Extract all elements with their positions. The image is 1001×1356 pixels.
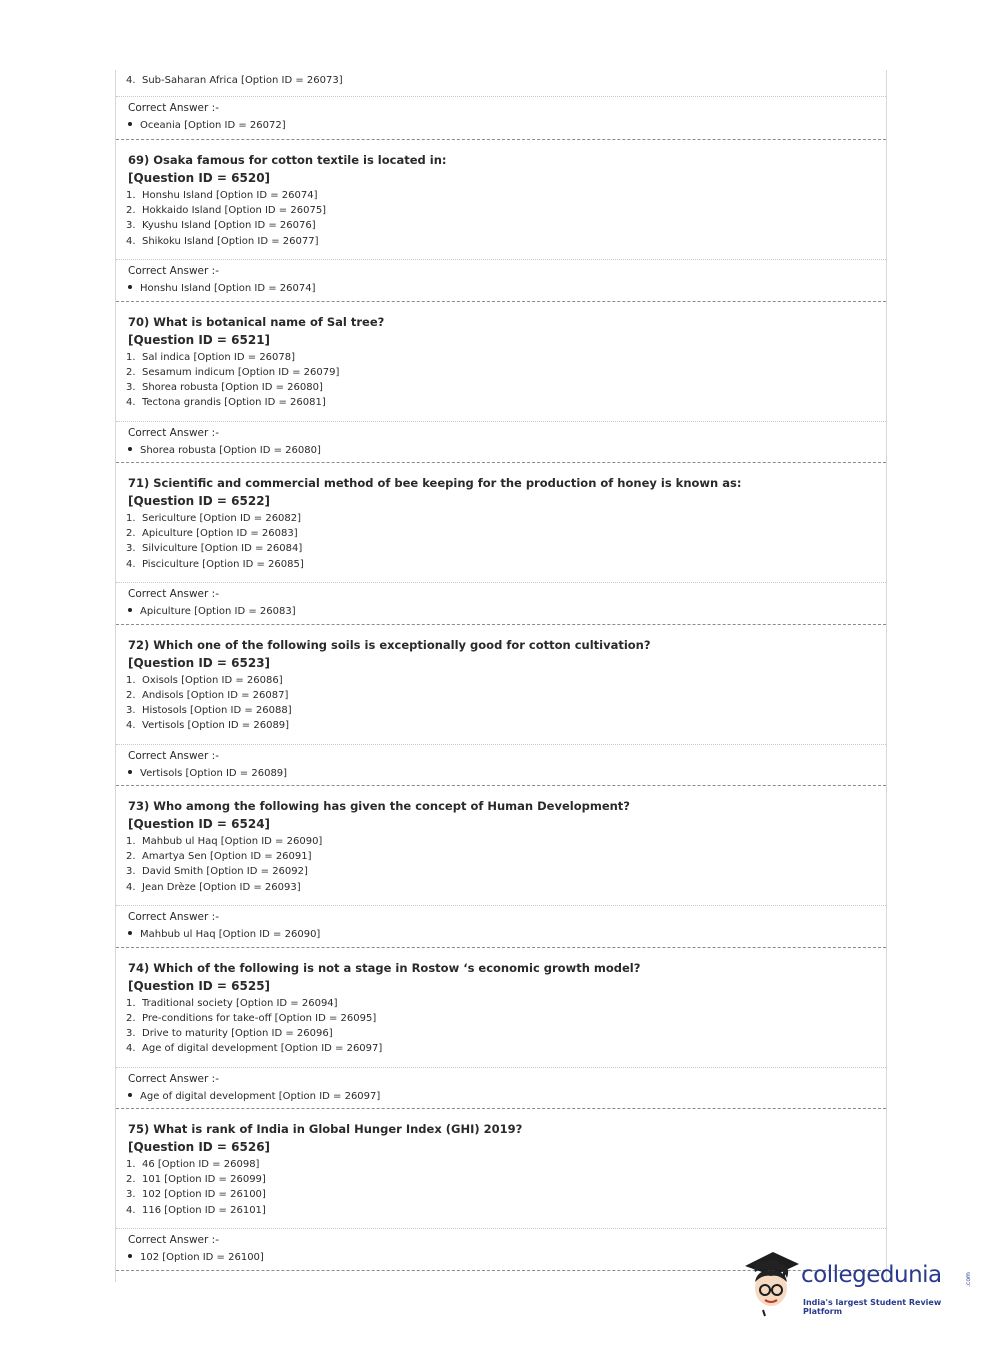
answer-option: Mahbub ul Haq [Option ID = 26090] [128,929,320,940]
question-id: [Question ID = 6522] [128,494,271,508]
option-item: 4. 116 [Option ID = 26101] [126,1204,266,1216]
option-item: 2. 101 [Option ID = 26099] [126,1174,266,1186]
options-list [116,188,886,249]
bullet-icon [128,1254,132,1258]
options-list [116,673,886,734]
option-item: 2. Pre-conditions for take-off [Option ID = 26095] [126,1012,377,1024]
option-item: 3. Kyushu Island [Option ID = 26076] [126,220,316,232]
option-item: 1. Sal indica [Option ID = 26078] [126,351,296,363]
question-text: 73) Who among the following has given the concept of Human Development? [128,799,630,813]
answer-label: Correct Answer :- [128,102,219,114]
question-block [116,301,886,463]
logo-suffix: .com [964,1272,972,1287]
option-item: 4. Tectona grandis [Option ID = 26081] [126,397,326,409]
previous-question-tail [116,70,886,96]
question-text: 70) What is botanical name of Sal tree? [128,314,385,329]
answer-label: Correct Answer :- [128,1072,219,1085]
bullet-icon [128,770,132,774]
answer-block [116,744,886,787]
options-list [116,1157,886,1218]
option-item: 3. David Smith [Option ID = 26092] [126,866,308,878]
answer-block [116,905,886,948]
option-item: 4. Age of digital development [Option ID = 26097] [126,1043,383,1055]
logo-wordmark: collegedunia [801,1262,942,1288]
question-id: [Question ID = 6520] [128,171,271,185]
question-block [116,624,886,786]
question-id: [Question ID = 6525] [128,978,271,993]
bullet-icon [128,447,132,451]
options-list [116,834,886,895]
option-item: 4. Pisciculture [Option ID = 26085] [126,558,304,570]
question-id: [Question ID = 6526] [128,1140,271,1154]
option-item: 1. Honshu Island [Option ID = 26074] [126,190,318,201]
question-block [116,462,886,624]
option-item: 4. Vertisols [Option ID = 26089] [126,720,290,732]
question-block [116,139,886,301]
answer-block [116,582,886,625]
answer-label: Correct Answer :- [128,1234,219,1246]
question-id: [Question ID = 6521] [128,332,271,347]
option-item: 3. 102 [Option ID = 26100] [126,1189,266,1201]
option-item: 2. Andisols [Option ID = 26087] [126,689,289,701]
option-item: 1. Traditional society [Option ID = 26094] [126,997,338,1009]
answer-option: 102 [Option ID = 26100] [128,1252,264,1263]
question-text: 74) Which of the following is not a stage in Rostow ‘s economic growth model? [128,960,641,975]
option-item: 3. Histosols [Option ID = 26088] [126,704,292,716]
option-item: 1. Sericulture [Option ID = 26082] [126,513,302,524]
options-list [116,996,886,1057]
answer-label: Correct Answer :- [128,426,219,439]
options-list [116,511,886,572]
answer-option: Honshu Island [Option ID = 26074] [128,283,316,294]
answer-block [116,421,886,464]
option-item: 1. Mahbub ul Haq [Option ID = 26090] [126,836,323,847]
question-text: 71) Scientific and commercial method of bee keeping for the production of honey is known as: [128,476,742,490]
collegedunia-logo [743,1248,983,1320]
answer-label: Correct Answer :- [128,588,219,600]
option-item: 1. 46 [Option ID = 26098] [126,1159,260,1170]
option-item: 4. Sub-Saharan Africa [Option ID = 26073] [126,75,343,86]
option-item: 3. Shorea robusta [Option ID = 26080] [126,381,323,393]
mascot-icon [743,1248,803,1318]
answer-block [116,1067,886,1110]
question-block [116,785,886,947]
option-item: 4. Shikoku Island [Option ID = 26077] [126,235,319,247]
answer-option: Age of digital development [Option ID = 26097] [128,1091,380,1102]
question-sheet [115,70,887,1282]
bullet-icon [128,931,132,935]
question-block [116,947,886,1109]
question-text: 69) Osaka famous for cotton textile is located in: [128,153,447,167]
bullet-icon [128,122,132,126]
answer-block [116,259,886,302]
option-item: 3. Silviculture [Option ID = 26084] [126,543,303,555]
option-item: 4. Jean Drèze [Option ID = 26093] [126,881,301,893]
question-text: 72) Which one of the following soils is exceptionally good for cotton cultivation? [128,637,651,652]
option-item: 3. Drive to maturity [Option ID = 26096] [126,1027,333,1039]
option-item: 2. Hokkaido Island [Option ID = 26075] [126,205,327,217]
answer-block [116,96,886,139]
option-item: 2. Sesamum indicum [Option ID = 26079] [126,366,340,378]
question-id: [Question ID = 6523] [128,655,271,670]
option-item: 1. Oxisols [Option ID = 26086] [126,674,283,686]
answer-option: Vertisols [Option ID = 26089] [128,768,287,779]
bullet-icon [128,1093,132,1097]
options-list [116,350,886,411]
answer-label: Correct Answer :- [128,749,219,762]
bullet-icon [128,285,132,289]
answer-label: Correct Answer :- [128,911,219,923]
option-item: 2. Amartya Sen [Option ID = 26091] [126,851,312,863]
answer-label: Correct Answer :- [128,265,219,277]
answer-option: Oceania [Option ID = 26072] [128,120,286,131]
question-text: 75) What is rank of India in Global Hunger Index (GHI) 2019? [128,1122,523,1136]
answer-option: Apiculture [Option ID = 26083] [128,606,296,617]
question-block [116,1108,886,1270]
bullet-icon [128,608,132,612]
logo-tagline: India's largest Student Review Platform [803,1298,942,1316]
question-id: [Question ID = 6524] [128,817,271,831]
answer-option: Shorea robusta [Option ID = 26080] [128,445,321,456]
option-item: 2. Apiculture [Option ID = 26083] [126,528,298,540]
